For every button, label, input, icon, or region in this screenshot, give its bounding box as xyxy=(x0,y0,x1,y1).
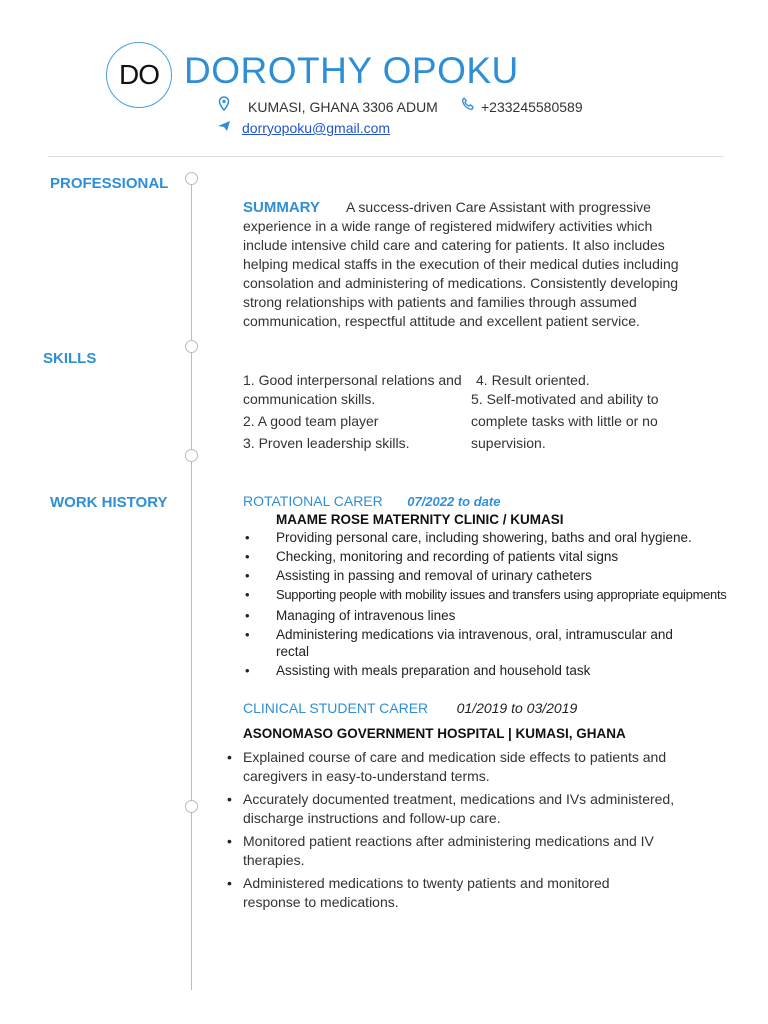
section-heading-skills: SKILLS xyxy=(43,350,97,367)
summary-text: A success-driven Care Assistant with progressive xyxy=(345,199,651,215)
skills-left-column xyxy=(243,371,462,453)
skill-item: 2. A good team player xyxy=(243,413,379,429)
skill-item: communication skills. xyxy=(243,391,376,407)
skill-item: 3. Proven leadership skills. xyxy=(243,435,410,451)
skill-item: 1. Good interpersonal relations and xyxy=(243,372,462,388)
summary-line: experience in a wide range of registered midwifery activities which xyxy=(243,218,653,234)
list-item: • Accurately documented treatment, medications and IVs administered, discharge instructions and follow-up care. xyxy=(243,790,693,828)
skills-right-column xyxy=(471,371,659,453)
skill-item: supervision. xyxy=(471,435,546,451)
candidate-name: DOROTHY OPOKU xyxy=(184,50,519,91)
list-item: • Assisting with meals preparation and household task xyxy=(276,662,736,679)
address-text: KUMASI, GHANA 3306 ADUM xyxy=(248,99,438,115)
job-header xyxy=(243,700,577,718)
list-item: • Administered medications to twenty patients and monitored response to medications. xyxy=(243,874,653,912)
list-item: • Explained course of care and medication side effects to patients and caregivers in easy-to-understand terms. xyxy=(243,748,693,786)
list-item: • Checking, monitoring and recording of patients vital signs xyxy=(276,548,736,565)
list-item: • Supporting people with mobility issues and transfers using appropriate equipments xyxy=(276,586,736,603)
section-heading-work-history: WORK HISTORY xyxy=(50,494,168,511)
list-item: • Administering medications via intravenous, oral, intramuscular and rectal xyxy=(276,626,701,660)
timeline-line xyxy=(191,178,192,990)
timeline-node xyxy=(185,800,198,813)
timeline-node xyxy=(185,449,198,462)
job-title: CLINICAL STUDENT CARER xyxy=(243,700,429,716)
timeline-node xyxy=(185,340,198,353)
timeline-node xyxy=(185,172,198,185)
summary-label: SUMMARY xyxy=(243,199,320,216)
skill-item: 4. Result oriented. xyxy=(476,372,590,388)
list-item: • Assisting in passing and removal of urinary catheters xyxy=(276,567,736,584)
list-item: • Managing of intravenous lines xyxy=(276,607,736,624)
job-title: ROTATIONAL CARER xyxy=(243,493,383,509)
header-divider xyxy=(48,156,724,157)
job-employer: ASONOMASO GOVERNMENT HOSPITAL | KUMASI, GHANA xyxy=(243,726,626,741)
email-link[interactable]: dorryopoku@gmail.com xyxy=(242,120,391,136)
phone-number: +233245580589 xyxy=(481,99,583,115)
phone-icon xyxy=(461,97,475,114)
summary-line xyxy=(243,198,703,217)
summary-block xyxy=(243,198,703,331)
job-duties-list xyxy=(276,529,736,679)
section-heading-professional: PROFESSIONAL xyxy=(50,175,169,192)
summary-line: communication, respectful attitude and excellent patient service. xyxy=(243,313,640,329)
summary-line: helping medical staffs in the execution of their medical duties including xyxy=(243,256,679,272)
skill-item: 5. Self-motivated and ability to xyxy=(471,391,659,407)
list-item: • Providing personal care, including showering, baths and oral hygiene. xyxy=(276,529,736,546)
location-pin-icon xyxy=(218,96,230,114)
summary-line: strong relationships with patients and families through assumed xyxy=(243,294,637,310)
job-dates: 07/2022 to date xyxy=(407,494,501,509)
skill-item: complete tasks with little or no xyxy=(471,413,658,429)
send-icon xyxy=(217,119,231,135)
summary-line: include intensive child care and catering for patients. It also includes xyxy=(243,237,665,253)
job-header xyxy=(243,493,500,511)
list-item: • Monitored patient reactions after administering medications and IV therapies. xyxy=(243,832,693,870)
job-employer: MAAME ROSE MATERNITY CLINIC / KUMASI xyxy=(276,512,564,527)
monogram-avatar: DO xyxy=(106,42,172,108)
job-duties-list xyxy=(243,748,693,912)
job-dates: 01/2019 to 03/2019 xyxy=(456,700,578,716)
summary-line: consolation and administering of medications. Consistently developing xyxy=(243,275,679,291)
